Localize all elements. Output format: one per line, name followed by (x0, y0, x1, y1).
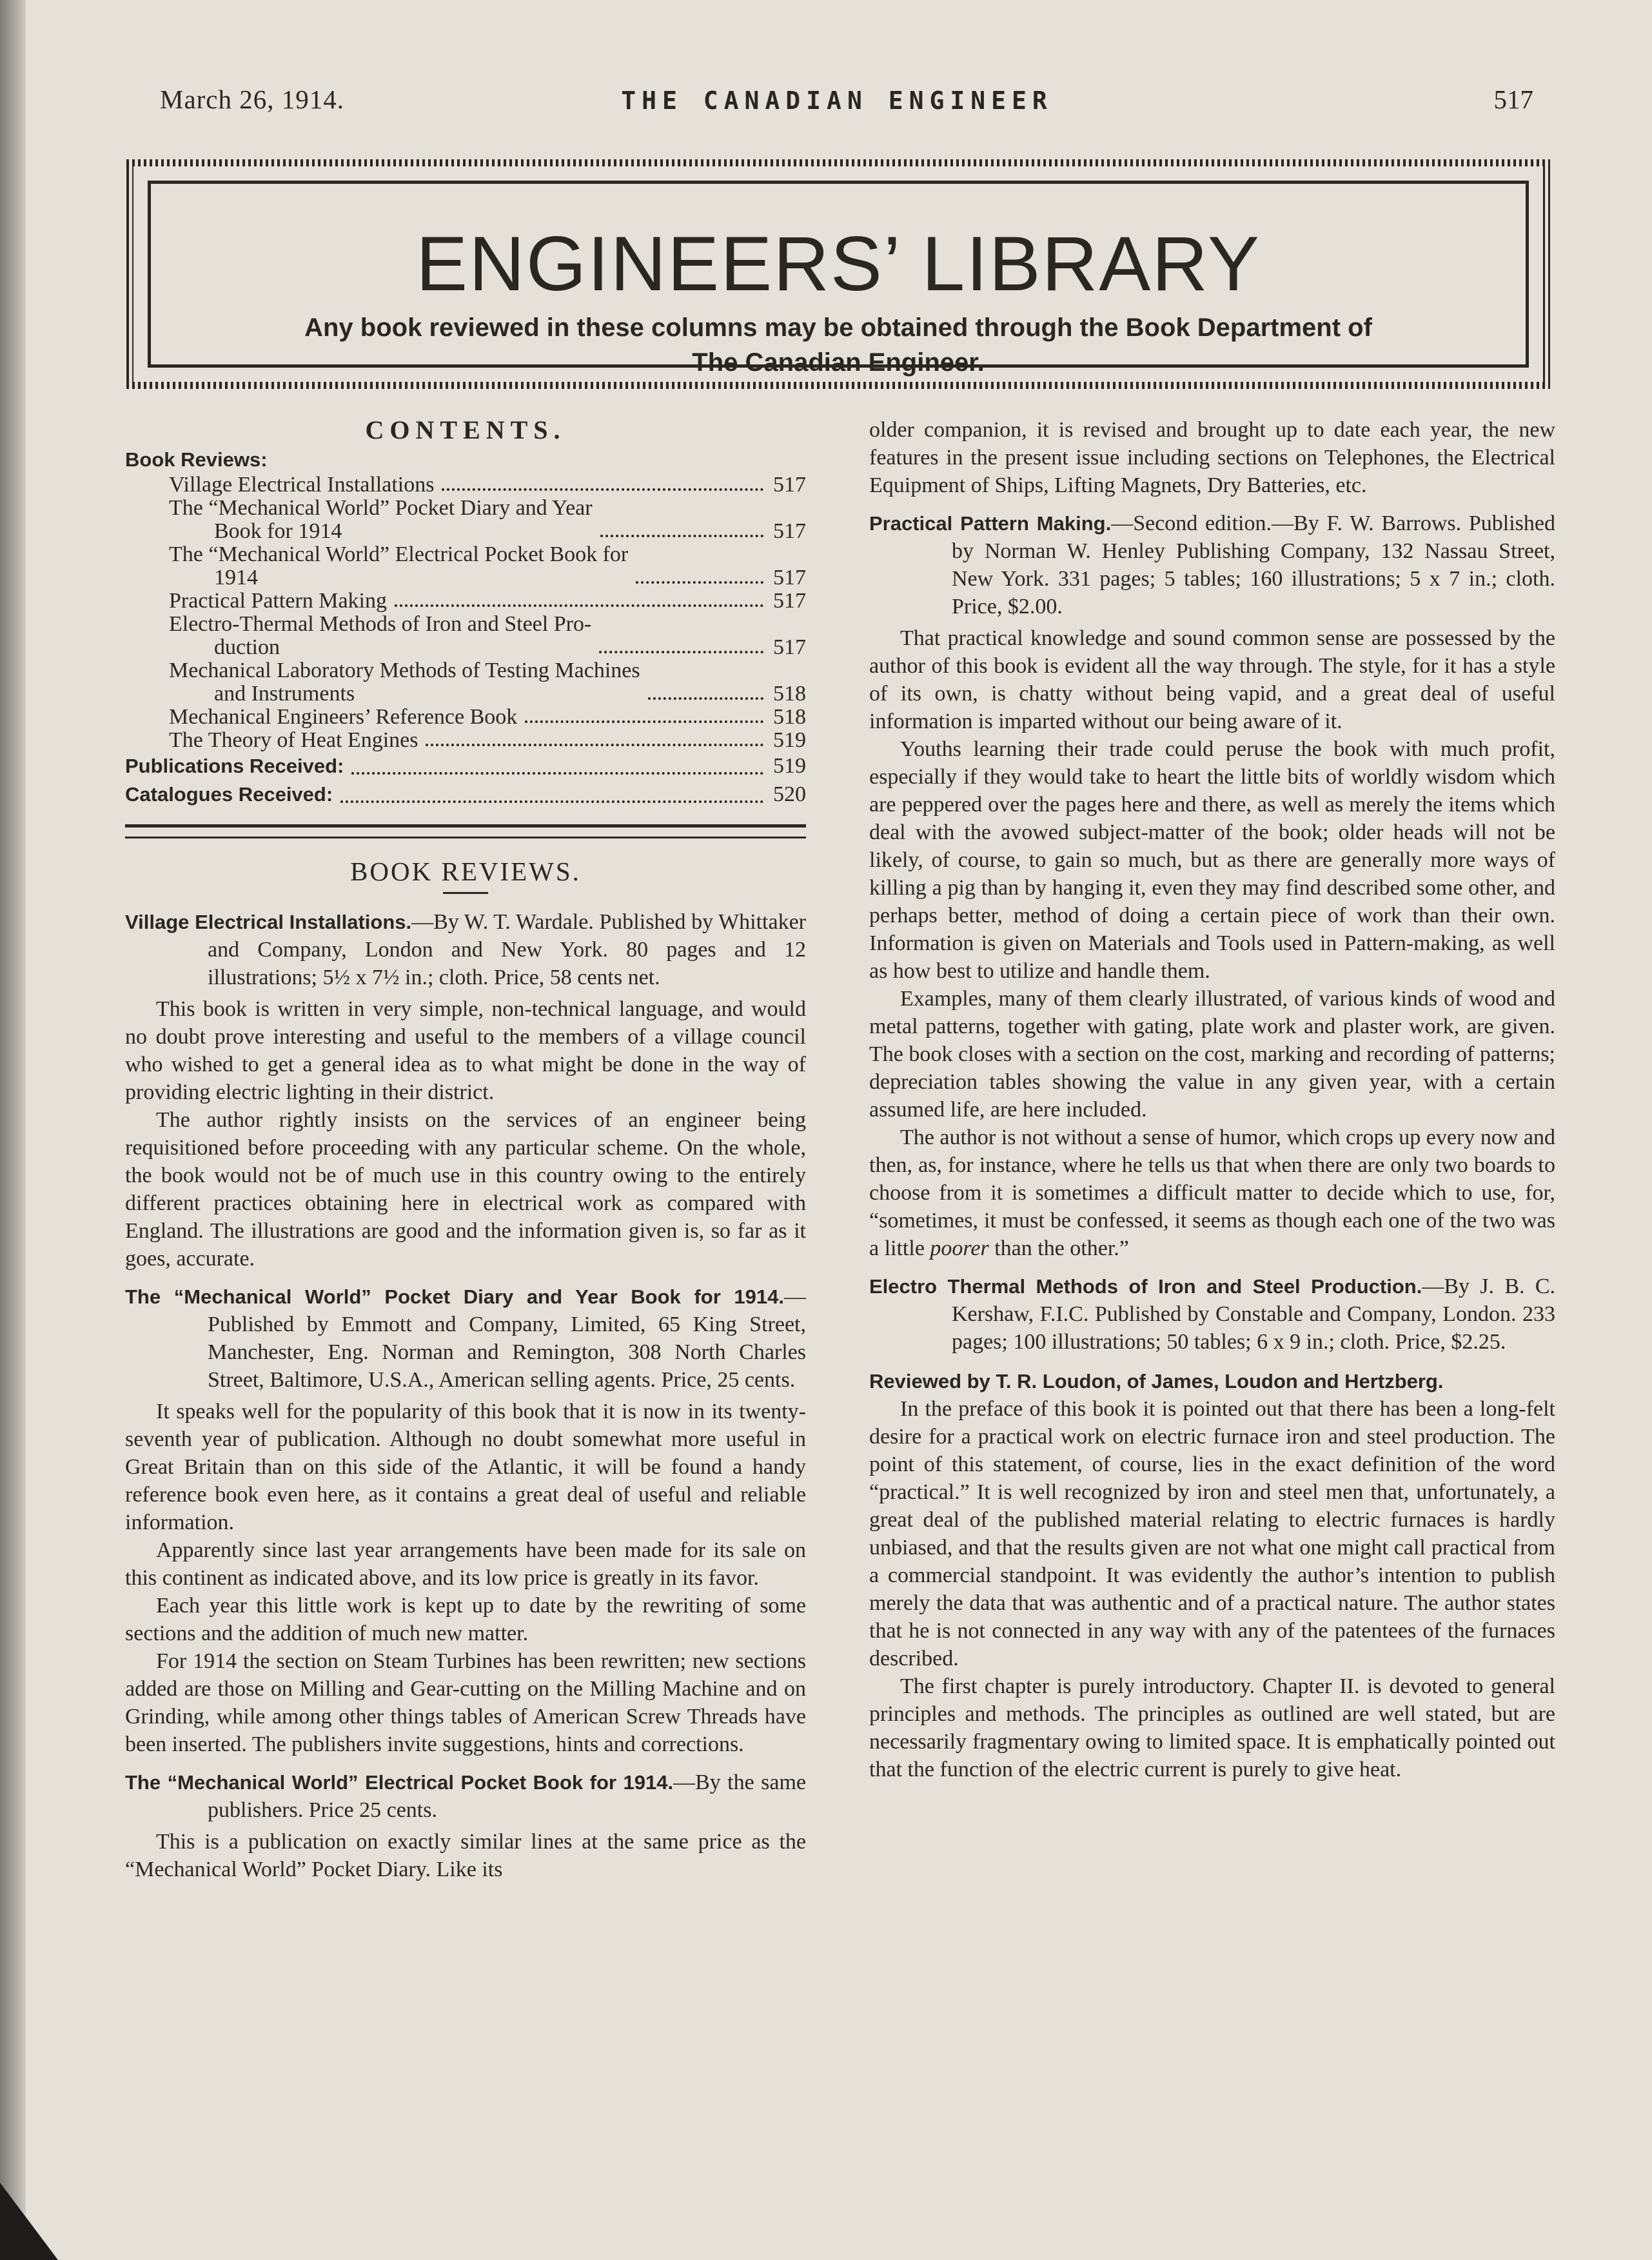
review-paragraph: In the preface of this book it is pointed out that there has been a long-felt desire for a practical work on electric furnace iron and steel production. The point of this statement, of course, lies in the exact definition of the word “practical.” It is well recognized by iron and steel men that, unfortunately, a great deal of the published material relating to electric furnaces is hardly unbiased, and that the results given are not what one might call practical from a commercial standpoint. It was evidently the author’s intention to publish merely the data that was authentic and of a practical nature. The author states that he is not connected in any way with any of the patentees of the furnaces described. (869, 1397, 1555, 1670)
review-publication-info: —Published by Emmott and Company, Limited, 65 King Street, Manchester, Eng. Norman and Remington, 308 North Charles Street, Baltimore, U.S.A., American selling agents. Price, 25 cents. (208, 1285, 806, 1392)
toc-publications-label: Publications Received: (125, 755, 344, 777)
toc-publications-page: 519 (773, 754, 806, 778)
journal-title: THE CANADIAN ENGINEER (621, 86, 1053, 115)
review-paragraph: The author rightly insists on the services of an engineer being requisitioned before proceeding with any particular scheme. On the whole, the book would not be of much use in this country owing to the entirely different practices obtaining here in electrical work as compared with England. The illustrations are good and the information given is, so far as it goes, accurate. (125, 1108, 806, 1271)
review-paragraph: Youths learning their trade could peruse the book with much profit, especially if they would take to heart the little bits of worldly wisdom which are peppered over the pages here and there, as well as merely the items which deal with the avowed subject-matter of the book; older heads will not be likely, of course, to gain so much, but as there are generally more ways of killing a pig than by hanging it, even they may find described some other, and perhaps better, method of doing a certain piece of work than their own. Information is given on Materials and Tools used in Pattern-making, as well as how best to utilize and handle them. (869, 737, 1555, 983)
toc-entry (125, 590, 806, 613)
review-paragraph: Each year this little work is kept up to date by the rewriting of some sections and the addition of much new matter. (125, 1594, 806, 1645)
leader-dots (426, 744, 763, 746)
toc-entry-title: Electro-Thermal Methods of Iron and Steel Pro- (169, 612, 592, 636)
review-publication-info: —By the same publishers. Price 25 cents. (208, 1770, 806, 1822)
review-publication-info: —Second edition.—By F. W. Barrows. Published by Norman W. Henley Publishing Company, 132 Nassau Street, New York. 331 pages; 5 tables; 160 illustrations; 5 x 7 in.; cloth. Price, $2.00. (952, 511, 1555, 619)
review-heading (125, 1769, 806, 1824)
review-publication-info: —By J. B. C. Kershaw, F.I.C. Published by Constable and Company, London. 233 pages; 100 illustrations; 50 tables; 6 x 9 in.; cloth. Price, $2.25. (952, 1274, 1556, 1354)
review-heading (869, 510, 1555, 620)
toc-entry-title: The “Mechanical World” Pocket Diary and Year (169, 496, 593, 520)
toc-entry (125, 543, 806, 590)
toc-entry (125, 497, 806, 543)
page-gutter-shadow (0, 0, 26, 2260)
toc-entry (125, 613, 806, 659)
review-paragraph: The first chapter is purely introductory. Chapter II. is devoted to general principles and methods. The principles as outlined are well stated, but are necessarily fragmentary owing to limited space. It is emphatically pointed out that the function of the electric current is purely to give heat. (869, 1674, 1555, 1781)
toc-entry-title: The “Mechanical World” Electrical Pocket Book for (169, 542, 629, 566)
toc-entry-title: Practical Pattern Making (169, 589, 388, 613)
review-publication-info: —By W. T. Wardale. Published by Whittaker and Company, London and New York. 80 pages and 12 illustrations; 5½ x 7½ in.; cloth. Price, 58 cents net. (208, 910, 806, 989)
review-paragraph: That practical knowledge and sound common sense are possessed by the author of this book is evident all the way through. The style, for it has a style of its own, is chatty without being vapid, and a great deal of useful information is imparted without our being aware of it. (869, 626, 1555, 733)
toc-entry-page: 518 (773, 705, 806, 729)
review-paragraph: For 1914 the section on Steam Turbines has been rewritten; new sections added are those on Milling and Gear-cutting on the Milling Machine and on Grinding, while among other things tables of American Screw Threads have been inserted. The publishers invite suggestions, hints and corrections. (125, 1649, 806, 1756)
toc-entry-title-cont: duction (214, 635, 280, 659)
page-number: 517 (1493, 84, 1533, 114)
reviewer-credit: Reviewed by T. R. Loudon, of James, Loudon and Hertzberg. (869, 1370, 1444, 1393)
review-heading (125, 908, 806, 991)
book-reviews-title: BOOK REVIEWS. (350, 857, 581, 886)
review-paragraph: Apparently since last year arrangements have been made for its sale on this continent as indicated above, and its low price is greatly in its favor. (125, 1538, 806, 1590)
review-title: The “Mechanical World” Pocket Diary and Year Book for 1914. (125, 1285, 784, 1308)
toc-book-reviews-label: Book Reviews: (125, 448, 268, 471)
leader-dots (442, 488, 763, 491)
italic-word: poorer (930, 1236, 989, 1260)
short-divider (443, 892, 488, 894)
contents-divider (125, 824, 806, 838)
toc-entry-page: 517 (773, 473, 806, 497)
leader-dots (340, 800, 763, 803)
leader-dots (636, 581, 763, 584)
toc-catalogues-label: Catalogues Received: (125, 783, 333, 806)
toc-entry-page: 517 (773, 589, 806, 613)
toc-entry-title: Mechanical Laboratory Methods of Testing Machines (169, 659, 640, 682)
review-paragraph: Examples, many of them clearly illustrated, of various kinds of wood and metal patterns, together with gating, plate work and plaster work, are given. The book closes with a section on the cost, marking and recording of patterns; depreciation tables showing the value in any given year, with a certain assumed life, are here included. (869, 987, 1555, 1122)
toc-entry (125, 659, 806, 706)
left-column (125, 416, 806, 1883)
section-banner (126, 159, 1550, 389)
review-heading (125, 1283, 806, 1394)
toc-entry-page: 517 (773, 566, 806, 590)
toc-entry-title-cont: 1914 (214, 566, 258, 590)
leader-dots (525, 720, 763, 723)
toc-entry (125, 729, 806, 752)
continued-paragraph: older companion, it is revised and brought up to date each year, the new features in the present issue including sections on Telephones, the Electrical Equipment of Ships, Lifting Magnets, Dry Batteries, etc. (869, 418, 1555, 497)
review-paragraph: This book is written in very simple, non-technical language, and would no doubt prove interesting and useful to the members of a village council who wished to get a general idea as to what might be done in the way of providing electric lighting in their district. (125, 997, 806, 1104)
banner-subtitle-line2: The Canadian Engineer. (692, 348, 985, 377)
review-paragraph (869, 1124, 1555, 1262)
toc-entry-page: 519 (773, 728, 806, 752)
review-title: The “Mechanical World” Electrical Pocket Book for 1914. (125, 1771, 674, 1794)
leader-dots (599, 651, 763, 653)
review-paragraph: It speaks well for the popularity of this book that it is now in its twenty-seventh year of publication. Although no doubt somewhat more useful in Great Britain than on this side of the Atlantic, it will be found a handy reference book even here, as it contains a great deal of useful and reliable information. (125, 1400, 806, 1534)
banner-subtitle-line1: Any book reviewed in these columns may be obtained through the Book Department of (304, 313, 1372, 342)
review-paragraph-text: The author is not without a sense of humor, which crops up every now and then, as, for instance, where he tells us that when there are only two boards to choose from it is sometimes a difficult matter to decide which to use, for, “sometimes, it must be confessed, it seems as though each one of the two was a little (869, 1125, 1555, 1260)
review-title: Village Electrical Installations. (125, 911, 412, 933)
page-corner-shadow (0, 2183, 58, 2260)
leader-dots (395, 604, 763, 607)
running-head (160, 84, 1533, 123)
review-paragraph: This is a publication on exactly similar lines at the same price as the “Mechanical World” Pocket Diary. Like its (125, 1830, 806, 1881)
toc-entry-title: Mechanical Engineers’ Reference Book (169, 705, 518, 729)
toc-entry-page: 517 (773, 635, 806, 659)
contents-title: CONTENTS. (365, 415, 566, 444)
banner-title: ENGINEERS’ LIBRARY (416, 221, 1261, 307)
banner-subtitle (151, 310, 1526, 380)
toc-catalogues (125, 780, 806, 809)
table-of-contents (125, 473, 806, 809)
toc-entry (125, 473, 806, 497)
toc-entry (125, 706, 806, 729)
toc-catalogues-page: 520 (773, 782, 806, 806)
issue-date: March 26, 1914. (160, 84, 345, 114)
toc-entry-title: Village Electrical Installations (169, 473, 435, 497)
leader-dots (600, 535, 763, 537)
toc-entry-title: The Theory of Heat Engines (169, 728, 418, 752)
toc-entry-page: 518 (773, 682, 806, 706)
review-title: Practical Pattern Making. (869, 512, 1112, 535)
leader-dots (648, 697, 763, 700)
review-heading (869, 1273, 1555, 1356)
banner-frame (148, 181, 1529, 377)
review-paragraph-text: than the other.” (994, 1236, 1129, 1260)
right-column (869, 416, 1555, 1783)
leader-dots (351, 772, 763, 775)
toc-entry-title-cont: Book for 1914 (214, 519, 342, 543)
toc-publications (125, 752, 806, 780)
toc-entry-page: 517 (773, 519, 806, 543)
toc-entry-title-cont: and Instruments (214, 682, 355, 706)
review-title: Electro Thermal Methods of Iron and Steel Production. (869, 1275, 1422, 1298)
